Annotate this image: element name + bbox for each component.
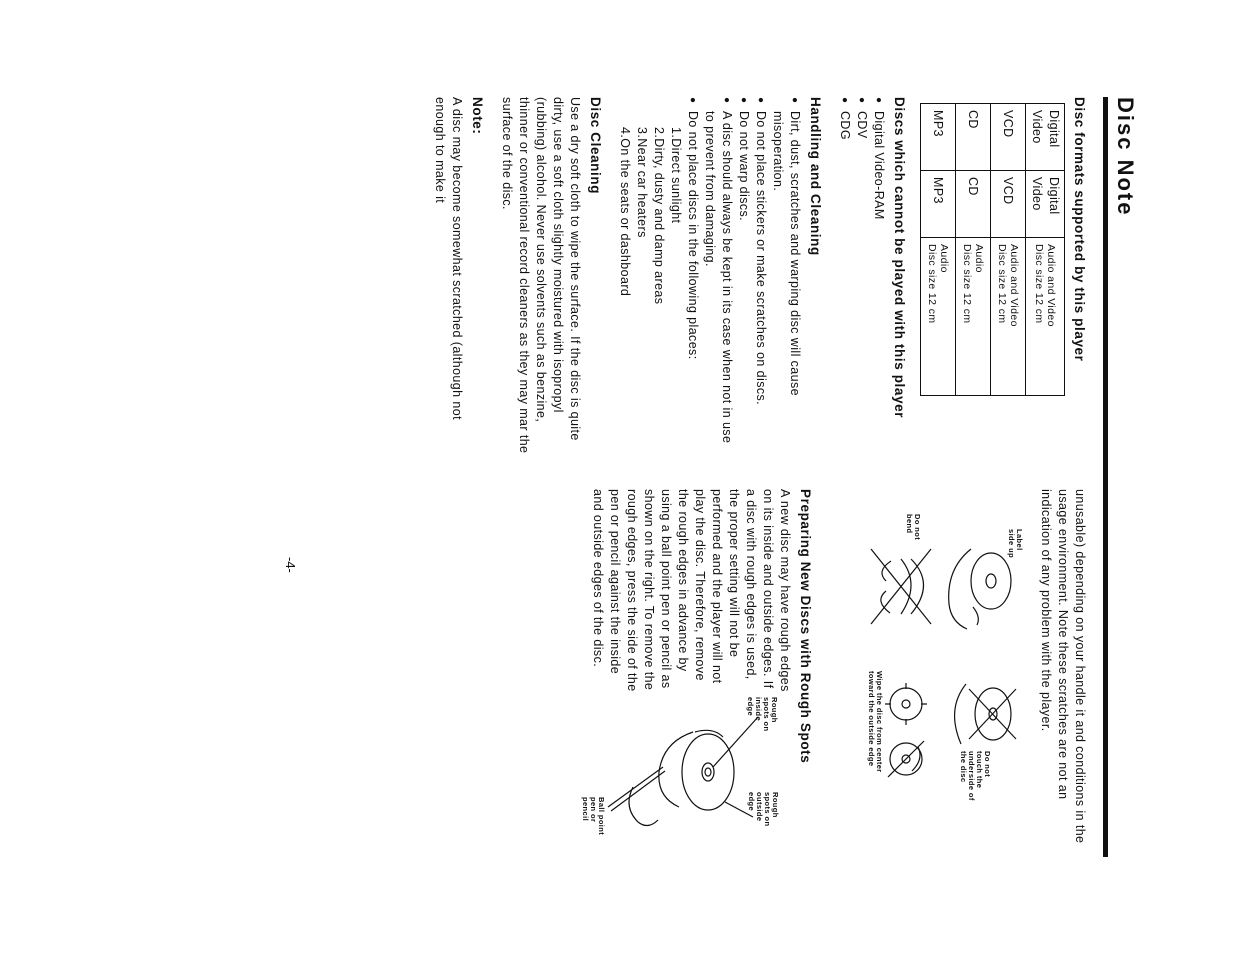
list-item: 4.On the seats or dashboard [617,127,632,297]
format-name: CD [955,104,990,171]
rough-heading: Preparing New Discs with Rough Spots [797,489,813,764]
left-column [431,97,1088,457]
fig-label-wipe: Wipe the disc from center toward the outside edge [866,671,884,773]
list-item: ● Digital Video-RAM [870,97,887,457]
places-list [616,97,684,457]
format-disc-size: Disc size 12 cm [960,244,973,324]
page-number: -4- [282,557,298,573]
fig-label-rough-outside: Rough spots on outside edge [746,792,780,827]
table-row [1025,104,1064,396]
format-description [990,238,1025,396]
fig-label-no-bend: Do not bend [904,514,922,541]
format-logo: VCD [990,171,1025,238]
format-content: Audio and Video [1044,244,1057,327]
list-item: ● CDG [836,97,853,457]
note-heading: Note: [469,97,485,135]
format-disc-size: Disc size 12 cm [925,244,938,324]
formats-table [920,103,1065,396]
fig-label-pen: Ball point pen or pencil [580,797,606,836]
list-item: ● Do not warp discs. [735,97,752,457]
format-logo: MP3 [920,171,955,238]
rough-section [580,489,793,849]
format-name: VCD [990,104,1025,171]
format-name: Digital Video [1025,104,1064,171]
list-item: ● Do not place discs in the following places: [684,97,701,457]
cannot-list [836,97,887,457]
cleaning-text: Use a dry soft cloth to wipe the surface. If the disc is quite dirty, use a soft cloth slightly moistured with isopropyl (rubbing) alcohol. Never use solvents such as benzine, thinner or conventional record cleaners as they may mar the surface of the disc. [499,97,582,454]
fig-label-no-touch: Do not touch the underside of the disc [958,751,992,801]
format-content: Audio [937,244,950,273]
handling-heading: Handling and Cleaning [807,97,823,256]
format-logo: CD [955,171,990,238]
rough-figure [580,697,783,847]
list-item: ● Dirt, dust, scratches and warping disc will cause misoperation. [769,97,803,457]
table-row [955,104,990,396]
handling-figures [826,489,1031,849]
note-continued: unusable) depending on your handle it and conditions in the usage environment. Note these scratches are not an indication of any problem with the player. [1038,489,1087,844]
cannot-heading: Discs which cannot be played with this player [891,97,907,419]
fig-label-label-side: Label side up [1006,529,1024,559]
handling-illustration [826,489,1031,849]
format-disc-size: Disc size 12 cm [1032,244,1045,324]
right-column [580,489,1088,849]
note-text: A disc may become somewhat scratched (although not enough to make it [432,97,464,420]
list-item: ● A disc should always be kept in its case when not in use to prevent from damaging. [701,97,735,457]
formats-heading: Disc formats supported by this player [1071,97,1087,362]
format-description [955,238,990,396]
handling-list [684,97,803,457]
list-item: 1.Direct sunlight [668,127,683,224]
rough-text: A new disc may have rough edges on its inside and outside edges. If a disc with rough edges is used, the proper setting will not be performed and the player will not play the disc. Therefore, remove the rough edges in advance by using a ball point pen or pencil as shown on the right. To remove the rough edges, press the side of the pen or pencil against the inside and outside edges of the disc. [590,489,792,692]
format-content: Audio [972,244,985,273]
format-description [1025,238,1064,396]
list-item: 3.Near car heaters [634,127,649,238]
format-content: Audio and Video [1007,244,1020,327]
format-logo: Digital Video [1025,171,1064,238]
fig-label-rough-inside: Rough spots on inside edge [745,697,779,732]
manual-page [98,97,1138,857]
format-description [920,238,955,396]
list-item: 2.Dirty, dusty and damp areas [651,127,666,305]
table-row [990,104,1025,396]
list-item: ● Do not place stickers or make scratches on discs. [752,97,769,457]
format-disc-size: Disc size 12 cm [995,244,1008,324]
title-rule [1103,97,1108,857]
table-row [920,104,955,396]
page-title: Disc Note [1112,97,1138,217]
format-name: MP3 [920,104,955,171]
list-item: ● CDV [853,97,870,457]
cleaning-heading: Disc Cleaning [587,97,603,195]
